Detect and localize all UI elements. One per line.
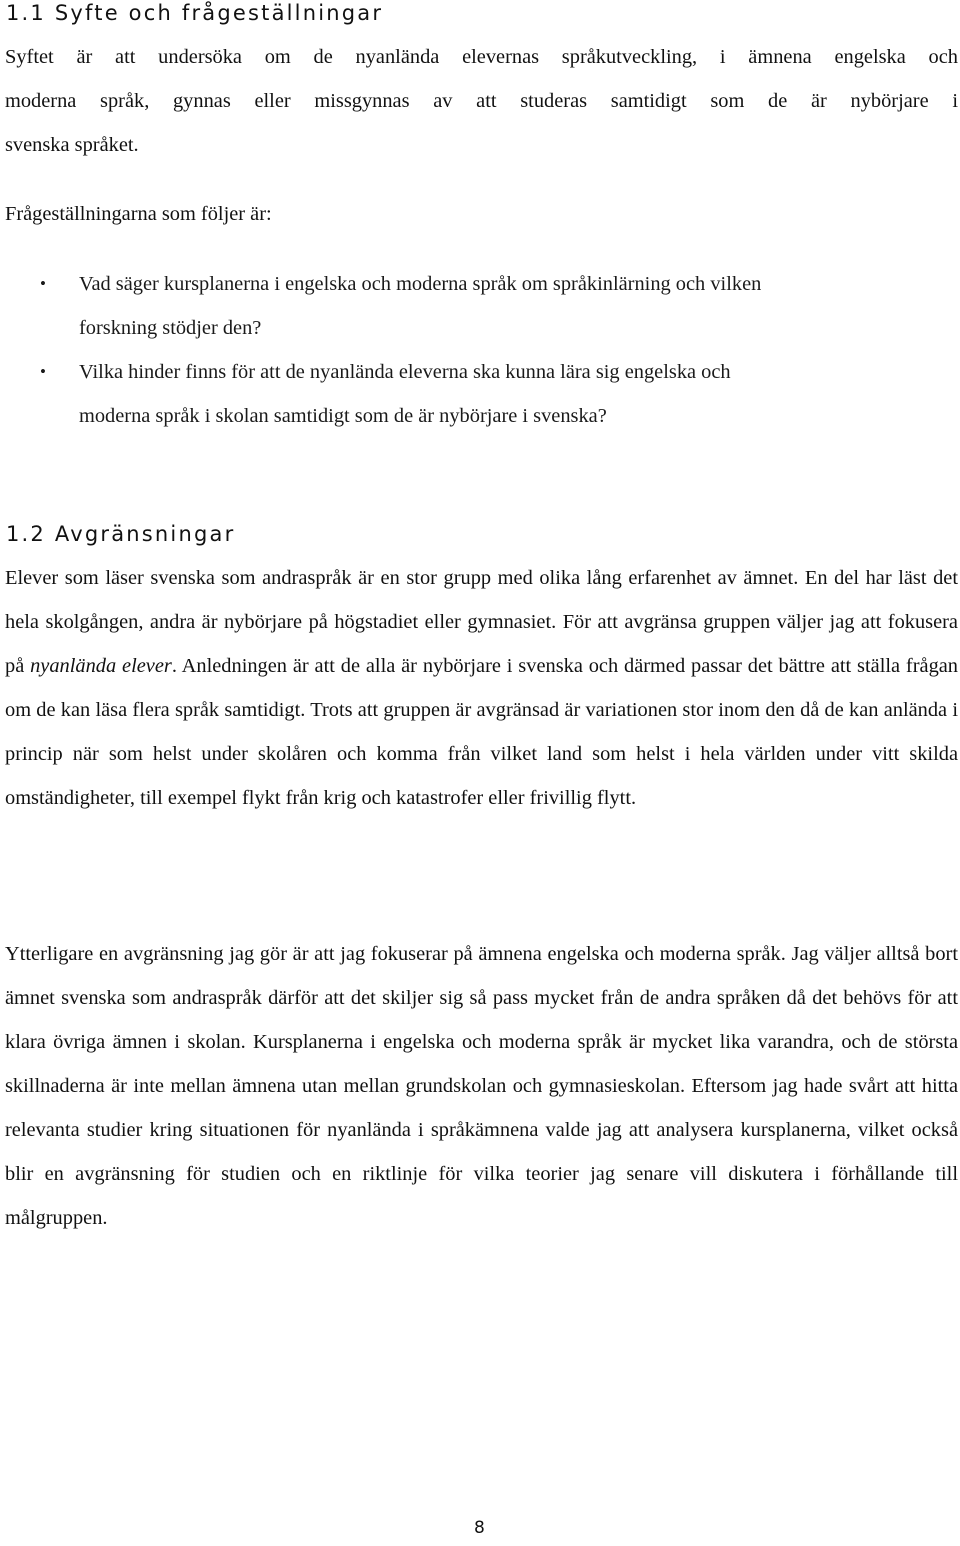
delimitation-paragraph-2: Ytterligare en avgränsning jag gör är att jag fokuserar på ämnena engelska och moderna språk. Jag väljer alltså bort ämnet svenska som andraspråk därför att det skiljer sig så pass mycket från de andra språken då det behövs för att klara övriga ämnen i skolan. Kursplanerna i engelska och moderna språk är mycket lika varandra, och de största skillnaderna är inte mellan ämnena utan mellan grundskolan och gymnasieskolan. Eftersom jag hade svårt att hitta relevanta studier kring situationen för nyanlända i språkämnena valde jag att analysera kursplanerna, vilket också blir en avgränsning för studien och en riktlinje för vilka teorier jag senare vill diskutera i förhållande till målgruppen.	[5, 943, 958, 1229]
question-line: Vad säger kursplanerna i engelska och moderna språk om språkinlärning och vilken	[79, 273, 762, 295]
question-line: forskning stödjer den?	[79, 317, 262, 339]
bullet-dot-icon: •	[40, 274, 46, 293]
paragraph-text: . Anledningen är att de alla är nybörjare i svenska och därmed passar det bättre att ställa frågan om de kan läsa flera språk samtidigt. Trots att gruppen är avgränsad är variationen stor inom den då de kan anlända i princip när som helst under skolåren och komma från vilket land som helst i hela världen under vitt skilda omständigheter, till exempel flykt från krig och katastrofer eller frivillig flytt.	[5, 655, 959, 809]
bullet-dot-icon: •	[40, 362, 46, 381]
section-heading-syfte: 1.1 Syfte och frågeställningar	[6, 1, 384, 25]
purpose-paragraph	[5, 35, 958, 167]
purpose-line: svenska språket.	[5, 134, 139, 156]
emphasis-text: nyanlända elever	[30, 655, 172, 677]
question-line: Vilka hinder finns för att de nyanlända eleverna ska kunna lära sig engelska och	[79, 361, 731, 383]
questions-list	[0, 262, 940, 438]
delimitation-paragraph-1	[5, 556, 958, 820]
purpose-line: Syftet är att undersöka om de nyanlända elevernas språkutveckling, i ämnena engelska och	[5, 46, 958, 68]
question-line: moderna språk i skolan samtidigt som de är nybörjare i svenska?	[79, 405, 607, 427]
questions-intro: Frågeställningarna som följer är:	[5, 203, 272, 225]
paragraph-text: Elever som läser svenska som andraspråk är en stor grupp med olika lång erfarenhet av ämnet. En del har läst det hela skolgången, andra är nybörjare på högstadiet eller gymnasiet. För att avgränsa gruppen väljer jag att fokusera på	[5, 567, 958, 677]
purpose-line: moderna språk, gynnas eller missgynnas av att studeras samtidigt som de är nybörjare i	[5, 90, 958, 112]
list-item	[0, 262, 940, 350]
page-number: 8	[474, 1518, 485, 1538]
list-item	[0, 350, 940, 438]
section-heading-avgransningar: 1.2 Avgränsningar	[6, 522, 236, 546]
